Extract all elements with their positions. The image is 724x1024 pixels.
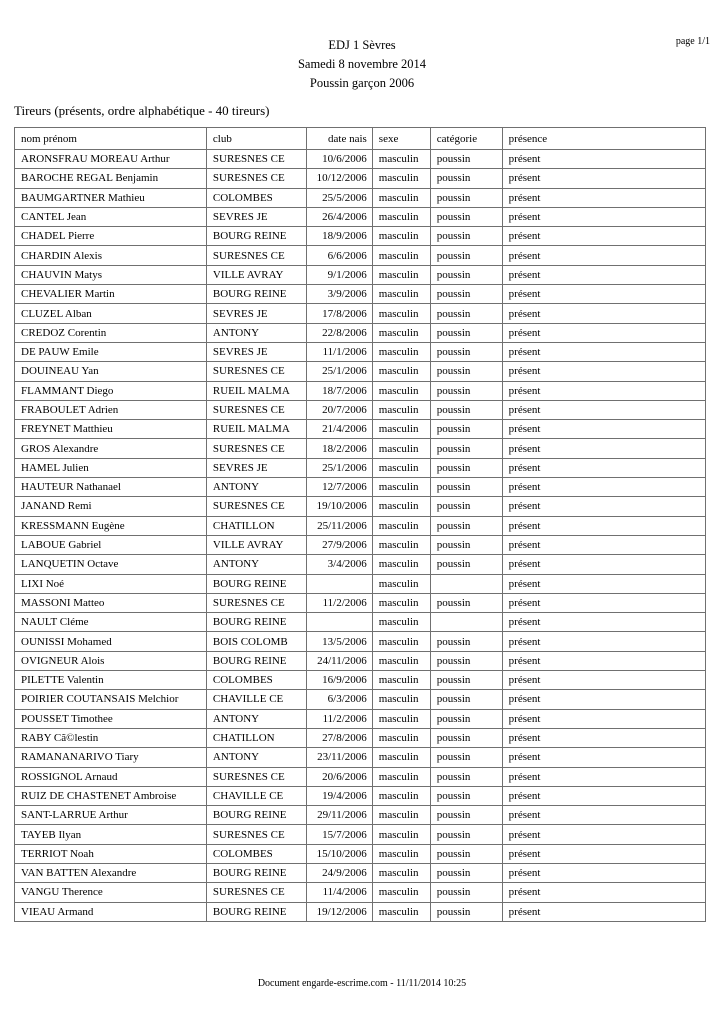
cell-presence: présent xyxy=(502,246,705,265)
cell-presence: présent xyxy=(502,825,705,844)
table-row xyxy=(15,265,706,284)
cell-name: POIRIER COUTANSAIS Melchior xyxy=(15,690,207,709)
cell-name: CHARDIN Alexis xyxy=(15,246,207,265)
cell-name: GROS Alexandre xyxy=(15,439,207,458)
column-header-club: club xyxy=(206,128,306,150)
cell-sex: masculin xyxy=(372,497,430,516)
table-row xyxy=(15,420,706,439)
cell-birthdate: 6/6/2006 xyxy=(306,246,372,265)
cell-club: SEVRES JE xyxy=(206,304,306,323)
cell-presence: présent xyxy=(502,478,705,497)
cell-club: CHATILLON xyxy=(206,728,306,747)
cell-sex: masculin xyxy=(372,632,430,651)
cell-category: poussin xyxy=(430,535,502,554)
column-header-birthdate: date nais xyxy=(306,128,372,150)
cell-category: poussin xyxy=(430,188,502,207)
cell-club: VILLE AVRAY xyxy=(206,535,306,554)
cell-name: TAYEB Ilyan xyxy=(15,825,207,844)
cell-birthdate: 21/4/2006 xyxy=(306,420,372,439)
cell-presence: présent xyxy=(502,651,705,670)
cell-birthdate: 25/5/2006 xyxy=(306,188,372,207)
cell-presence: présent xyxy=(502,323,705,342)
table-row xyxy=(15,748,706,767)
table-row xyxy=(15,535,706,554)
cell-name: HAUTEUR Nathanael xyxy=(15,478,207,497)
table-row xyxy=(15,246,706,265)
cell-presence: présent xyxy=(502,420,705,439)
cell-sex: masculin xyxy=(372,863,430,882)
cell-name: RAMANANARIVO Tiary xyxy=(15,748,207,767)
cell-name: PILETTE Valentin xyxy=(15,671,207,690)
cell-birthdate: 27/8/2006 xyxy=(306,728,372,747)
cell-birthdate: 19/12/2006 xyxy=(306,902,372,921)
cell-name: RUIZ DE CHASTENET Ambroise xyxy=(15,786,207,805)
cell-category: poussin xyxy=(430,825,502,844)
cell-name: ROSSIGNOL Arnaud xyxy=(15,767,207,786)
cell-sex: masculin xyxy=(372,304,430,323)
cell-birthdate: 16/9/2006 xyxy=(306,671,372,690)
table-row xyxy=(15,381,706,400)
table-row xyxy=(15,207,706,226)
cell-sex: masculin xyxy=(372,227,430,246)
cell-category: poussin xyxy=(430,863,502,882)
table-row xyxy=(15,323,706,342)
event-title: EDJ 1 Sèvres xyxy=(328,38,396,52)
cell-presence: présent xyxy=(502,535,705,554)
cell-sex: masculin xyxy=(372,555,430,574)
cell-birthdate: 22/8/2006 xyxy=(306,323,372,342)
cell-birthdate: 19/10/2006 xyxy=(306,497,372,516)
cell-category: poussin xyxy=(430,883,502,902)
table-row xyxy=(15,497,706,516)
cell-category: poussin xyxy=(430,593,502,612)
cell-name: TERRIOT Noah xyxy=(15,844,207,863)
cell-name: JANAND Remi xyxy=(15,497,207,516)
cell-presence: présent xyxy=(502,458,705,477)
cell-birthdate: 26/4/2006 xyxy=(306,207,372,226)
cell-birthdate: 17/8/2006 xyxy=(306,304,372,323)
table-row xyxy=(15,227,706,246)
table-row xyxy=(15,593,706,612)
cell-name: SANT-LARRUE Arthur xyxy=(15,806,207,825)
cell-club: SURESNES CE xyxy=(206,497,306,516)
cell-club: COLOMBES xyxy=(206,671,306,690)
cell-club: BOURG REINE xyxy=(206,285,306,304)
cell-club: SURESNES CE xyxy=(206,593,306,612)
cell-birthdate: 25/11/2006 xyxy=(306,516,372,535)
table-row xyxy=(15,478,706,497)
cell-sex: masculin xyxy=(372,150,430,169)
table-row xyxy=(15,555,706,574)
cell-sex: masculin xyxy=(372,825,430,844)
cell-category: poussin xyxy=(430,516,502,535)
cell-sex: masculin xyxy=(372,362,430,381)
cell-category: poussin xyxy=(430,844,502,863)
cell-birthdate: 24/11/2006 xyxy=(306,651,372,670)
cell-sex: masculin xyxy=(372,883,430,902)
cell-birthdate: 24/9/2006 xyxy=(306,863,372,882)
cell-birthdate: 11/4/2006 xyxy=(306,883,372,902)
cell-club: COLOMBES xyxy=(206,188,306,207)
cell-birthdate: 19/4/2006 xyxy=(306,786,372,805)
cell-category: poussin xyxy=(430,902,502,921)
cell-name: DOUINEAU Yan xyxy=(15,362,207,381)
cell-category: poussin xyxy=(430,342,502,361)
table-row xyxy=(15,767,706,786)
table-row xyxy=(15,150,706,169)
cell-presence: présent xyxy=(502,285,705,304)
table-row xyxy=(15,671,706,690)
cell-presence: présent xyxy=(502,400,705,419)
cell-name: MASSONI Matteo xyxy=(15,593,207,612)
cell-name: CREDOZ Corentin xyxy=(15,323,207,342)
cell-presence: présent xyxy=(502,593,705,612)
table-row xyxy=(15,902,706,921)
cell-name: CHAUVIN Matys xyxy=(15,265,207,284)
table-row xyxy=(15,516,706,535)
cell-birthdate: 15/7/2006 xyxy=(306,825,372,844)
cell-club: BOURG REINE xyxy=(206,613,306,632)
fencers-table xyxy=(14,127,706,922)
cell-presence: présent xyxy=(502,632,705,651)
cell-presence: présent xyxy=(502,497,705,516)
table-row xyxy=(15,863,706,882)
cell-category: poussin xyxy=(430,728,502,747)
cell-presence: présent xyxy=(502,150,705,169)
cell-name: VIEAU Armand xyxy=(15,902,207,921)
cell-name: KRESSMANN Eugène xyxy=(15,516,207,535)
cell-birthdate: 20/6/2006 xyxy=(306,767,372,786)
cell-category: poussin xyxy=(430,420,502,439)
cell-club: RUEIL MALMA xyxy=(206,420,306,439)
cell-sex: masculin xyxy=(372,420,430,439)
cell-sex: masculin xyxy=(372,593,430,612)
cell-category: poussin xyxy=(430,439,502,458)
table-row xyxy=(15,188,706,207)
cell-name: RABY Cã©lestin xyxy=(15,728,207,747)
list-subtitle: Tireurs (présents, ordre alphabétique - 40 tireurs) xyxy=(14,103,270,118)
table-row xyxy=(15,825,706,844)
cell-club: ANTONY xyxy=(206,709,306,728)
cell-sex: masculin xyxy=(372,342,430,361)
cell-category: poussin xyxy=(430,651,502,670)
cell-birthdate: 27/9/2006 xyxy=(306,535,372,554)
table-row xyxy=(15,169,706,188)
cell-presence: présent xyxy=(502,863,705,882)
cell-category: poussin xyxy=(430,304,502,323)
cell-birthdate: 18/2/2006 xyxy=(306,439,372,458)
table-row xyxy=(15,632,706,651)
cell-club: SURESNES CE xyxy=(206,767,306,786)
cell-category: poussin xyxy=(430,786,502,805)
table-row xyxy=(15,304,706,323)
cell-birthdate: 13/5/2006 xyxy=(306,632,372,651)
cell-category: poussin xyxy=(430,150,502,169)
cell-birthdate: 10/6/2006 xyxy=(306,150,372,169)
cell-category: poussin xyxy=(430,227,502,246)
cell-category: poussin xyxy=(430,323,502,342)
cell-presence: présent xyxy=(502,188,705,207)
cell-name: BAUMGARTNER Mathieu xyxy=(15,188,207,207)
cell-club: SURESNES CE xyxy=(206,362,306,381)
page-number: page 1/1 xyxy=(675,36,710,47)
cell-name: CANTEL Jean xyxy=(15,207,207,226)
cell-name: FREYNET Matthieu xyxy=(15,420,207,439)
cell-sex: masculin xyxy=(372,516,430,535)
cell-birthdate: 3/9/2006 xyxy=(306,285,372,304)
table-row xyxy=(15,844,706,863)
cell-birthdate xyxy=(306,574,372,593)
cell-club: SURESNES CE xyxy=(206,439,306,458)
table-row xyxy=(15,806,706,825)
cell-birthdate: 12/7/2006 xyxy=(306,478,372,497)
cell-sex: masculin xyxy=(372,478,430,497)
cell-category: poussin xyxy=(430,767,502,786)
cell-presence: présent xyxy=(502,806,705,825)
cell-sex: masculin xyxy=(372,748,430,767)
cell-category: poussin xyxy=(430,400,502,419)
cell-presence: présent xyxy=(502,728,705,747)
cell-category: poussin xyxy=(430,671,502,690)
cell-club: BOIS COLOMB xyxy=(206,632,306,651)
cell-presence: présent xyxy=(502,169,705,188)
cell-name: DE PAUW Emile xyxy=(15,342,207,361)
document-header xyxy=(0,36,724,93)
cell-sex: masculin xyxy=(372,265,430,284)
cell-name: FLAMMANT Diego xyxy=(15,381,207,400)
column-header-presence: présence xyxy=(502,128,705,150)
cell-presence: présent xyxy=(502,902,705,921)
cell-presence: présent xyxy=(502,613,705,632)
cell-sex: masculin xyxy=(372,844,430,863)
table-row xyxy=(15,690,706,709)
document-footer: Document engarde-escrime.com - 11/11/2014 10:25 xyxy=(257,978,467,989)
cell-presence: présent xyxy=(502,342,705,361)
cell-category: poussin xyxy=(430,362,502,381)
table-row xyxy=(15,400,706,419)
cell-category: poussin xyxy=(430,632,502,651)
table-header-row xyxy=(15,128,706,150)
cell-sex: masculin xyxy=(372,728,430,747)
table-row xyxy=(15,728,706,747)
cell-birthdate xyxy=(306,613,372,632)
cell-club: BOURG REINE xyxy=(206,574,306,593)
cell-presence: présent xyxy=(502,516,705,535)
cell-club: SEVRES JE xyxy=(206,207,306,226)
cell-name: LIXI Noé xyxy=(15,574,207,593)
event-date: Samedi 8 novembre 2014 xyxy=(297,57,427,71)
cell-name: HAMEL Julien xyxy=(15,458,207,477)
cell-sex: masculin xyxy=(372,285,430,304)
cell-sex: masculin xyxy=(372,806,430,825)
cell-presence: présent xyxy=(502,690,705,709)
cell-club: CHATILLON xyxy=(206,516,306,535)
cell-category: poussin xyxy=(430,381,502,400)
cell-category: poussin xyxy=(430,478,502,497)
cell-presence: présent xyxy=(502,265,705,284)
column-header-name: nom prénom xyxy=(15,128,207,150)
cell-category: poussin xyxy=(430,806,502,825)
cell-sex: masculin xyxy=(372,651,430,670)
cell-presence: présent xyxy=(502,207,705,226)
cell-presence: présent xyxy=(502,381,705,400)
cell-club: SURESNES CE xyxy=(206,883,306,902)
cell-category: poussin xyxy=(430,690,502,709)
cell-sex: masculin xyxy=(372,690,430,709)
cell-sex: masculin xyxy=(372,613,430,632)
cell-category: poussin xyxy=(430,285,502,304)
cell-birthdate: 3/4/2006 xyxy=(306,555,372,574)
table-row xyxy=(15,458,706,477)
cell-club: BOURG REINE xyxy=(206,863,306,882)
cell-sex: masculin xyxy=(372,381,430,400)
cell-club: CHAVILLE CE xyxy=(206,690,306,709)
cell-presence: présent xyxy=(502,786,705,805)
cell-sex: masculin xyxy=(372,671,430,690)
cell-presence: présent xyxy=(502,439,705,458)
cell-club: BOURG REINE xyxy=(206,806,306,825)
cell-sex: masculin xyxy=(372,246,430,265)
cell-name: CHEVALIER Martin xyxy=(15,285,207,304)
cell-club: VILLE AVRAY xyxy=(206,265,306,284)
cell-name: OUNISSI Mohamed xyxy=(15,632,207,651)
cell-name: NAULT Cléme xyxy=(15,613,207,632)
cell-category: poussin xyxy=(430,497,502,516)
cell-category: poussin xyxy=(430,169,502,188)
cell-sex: masculin xyxy=(372,458,430,477)
cell-category xyxy=(430,574,502,593)
cell-name: FRABOULET Adrien xyxy=(15,400,207,419)
cell-sex: masculin xyxy=(372,188,430,207)
cell-club: SURESNES CE xyxy=(206,169,306,188)
event-category: Poussin garçon 2006 xyxy=(309,76,415,90)
cell-birthdate: 11/2/2006 xyxy=(306,709,372,728)
cell-birthdate: 9/1/2006 xyxy=(306,265,372,284)
table-row xyxy=(15,342,706,361)
table-row xyxy=(15,574,706,593)
cell-sex: masculin xyxy=(372,323,430,342)
cell-club: BOURG REINE xyxy=(206,902,306,921)
cell-presence: présent xyxy=(502,671,705,690)
cell-sex: masculin xyxy=(372,169,430,188)
cell-birthdate: 29/11/2006 xyxy=(306,806,372,825)
cell-sex: masculin xyxy=(372,400,430,419)
cell-name: VAN BATTEN Alexandre xyxy=(15,863,207,882)
cell-presence: présent xyxy=(502,844,705,863)
cell-presence: présent xyxy=(502,883,705,902)
cell-category xyxy=(430,613,502,632)
table-row xyxy=(15,883,706,902)
cell-sex: masculin xyxy=(372,902,430,921)
cell-birthdate: 15/10/2006 xyxy=(306,844,372,863)
cell-club: BOURG REINE xyxy=(206,651,306,670)
cell-birthdate: 10/12/2006 xyxy=(306,169,372,188)
cell-presence: présent xyxy=(502,227,705,246)
cell-presence: présent xyxy=(502,767,705,786)
table-body xyxy=(15,150,706,922)
table-row xyxy=(15,709,706,728)
cell-birthdate: 20/7/2006 xyxy=(306,400,372,419)
table-row xyxy=(15,439,706,458)
cell-club: ANTONY xyxy=(206,748,306,767)
cell-category: poussin xyxy=(430,458,502,477)
table-row xyxy=(15,786,706,805)
cell-birthdate: 23/11/2006 xyxy=(306,748,372,767)
cell-club: RUEIL MALMA xyxy=(206,381,306,400)
cell-name: CLUZEL Alban xyxy=(15,304,207,323)
cell-sex: masculin xyxy=(372,767,430,786)
cell-birthdate: 11/1/2006 xyxy=(306,342,372,361)
cell-club: SURESNES CE xyxy=(206,246,306,265)
table-row xyxy=(15,362,706,381)
cell-presence: présent xyxy=(502,748,705,767)
cell-name: LANQUETIN Octave xyxy=(15,555,207,574)
cell-club: ANTONY xyxy=(206,478,306,497)
cell-category: poussin xyxy=(430,207,502,226)
cell-category: poussin xyxy=(430,748,502,767)
cell-club: ANTONY xyxy=(206,323,306,342)
cell-sex: masculin xyxy=(372,574,430,593)
cell-category: poussin xyxy=(430,265,502,284)
cell-sex: masculin xyxy=(372,786,430,805)
cell-sex: masculin xyxy=(372,439,430,458)
cell-birthdate: 25/1/2006 xyxy=(306,458,372,477)
cell-birthdate: 11/2/2006 xyxy=(306,593,372,612)
cell-category: poussin xyxy=(430,709,502,728)
cell-club: BOURG REINE xyxy=(206,227,306,246)
cell-club: COLOMBES xyxy=(206,844,306,863)
cell-birthdate: 6/3/2006 xyxy=(306,690,372,709)
cell-presence: présent xyxy=(502,574,705,593)
table-row xyxy=(15,651,706,670)
cell-birthdate: 18/7/2006 xyxy=(306,381,372,400)
cell-name: VANGU Therence xyxy=(15,883,207,902)
cell-presence: présent xyxy=(502,304,705,323)
cell-club: SURESNES CE xyxy=(206,150,306,169)
table-row xyxy=(15,613,706,632)
cell-club: SURESNES CE xyxy=(206,400,306,419)
cell-club: CHAVILLE CE xyxy=(206,786,306,805)
column-header-sex: sexe xyxy=(372,128,430,150)
cell-category: poussin xyxy=(430,555,502,574)
cell-birthdate: 18/9/2006 xyxy=(306,227,372,246)
table-row xyxy=(15,285,706,304)
cell-club: SURESNES CE xyxy=(206,825,306,844)
cell-presence: présent xyxy=(502,555,705,574)
cell-name: OVIGNEUR Alois xyxy=(15,651,207,670)
cell-presence: présent xyxy=(502,362,705,381)
cell-sex: masculin xyxy=(372,535,430,554)
cell-name: LABOUE Gabriel xyxy=(15,535,207,554)
cell-sex: masculin xyxy=(372,207,430,226)
column-header-category: catégorie xyxy=(430,128,502,150)
cell-club: ANTONY xyxy=(206,555,306,574)
cell-sex: masculin xyxy=(372,709,430,728)
cell-name: CHADEL Pierre xyxy=(15,227,207,246)
cell-birthdate: 25/1/2006 xyxy=(306,362,372,381)
cell-presence: présent xyxy=(502,709,705,728)
cell-club: SEVRES JE xyxy=(206,458,306,477)
cell-club: SEVRES JE xyxy=(206,342,306,361)
cell-name: ARONSFRAU MOREAU Arthur xyxy=(15,150,207,169)
cell-name: BAROCHE REGAL Benjamin xyxy=(15,169,207,188)
cell-category: poussin xyxy=(430,246,502,265)
cell-name: POUSSET Timothee xyxy=(15,709,207,728)
